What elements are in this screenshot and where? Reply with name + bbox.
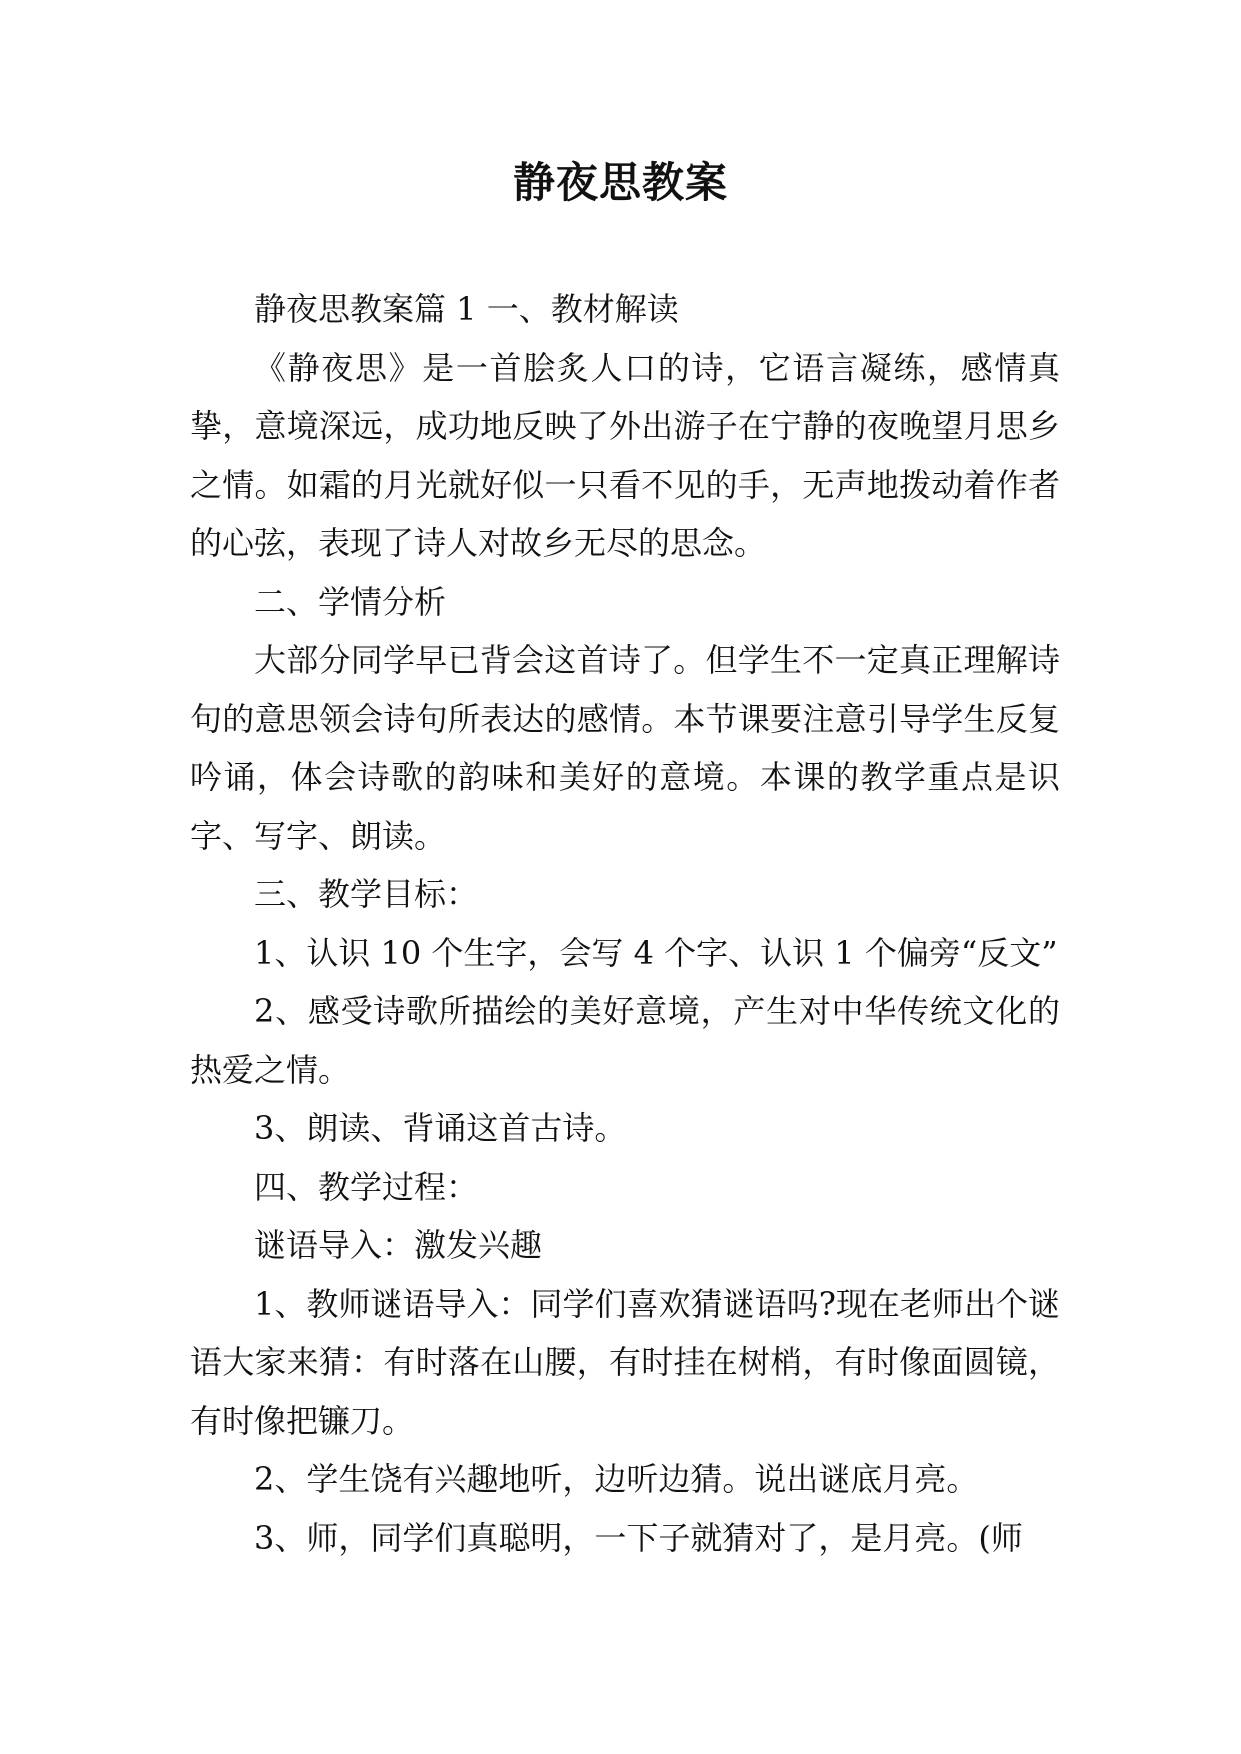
paragraph-section-1-heading: 静夜思教案篇 1 一、教材解读: [254, 290, 679, 328]
paragraph-section-3-heading: 三、教学目标：: [254, 875, 479, 913]
paragraph-goal-3: 3、朗读、背诵这首古诗。: [254, 1109, 627, 1147]
paragraph-textbook-reading: 《静夜思》是一首脍炙人口的诗，它语言凝练，感情真挚，意境深远，成功地反映了外出游子在宁静的夜晚望月思乡之情。如霜的月光就好似一只看不见的手，无声地拨动着作者的心弦，表现了诗人对故乡无尽的思念。: [190, 348, 1060, 562]
paragraph-student-analysis: 大部分同学早已背会这首诗了。但学生不一定真正理解诗句的意思领会诗句所表达的感情。本节课要注意引导学生反复吟诵，体会诗歌的韵味和美好的意境。本课的教学重点是识字、写字、朗读。: [190, 641, 1060, 855]
paragraph-section-2-heading: 二、学情分析: [254, 582, 447, 621]
document-title: 静夜思教案: [512, 158, 728, 207]
paragraph-step-3: 3、师，同学们真聪明，一下子就猜对了，是月亮。(师: [254, 1518, 1023, 1557]
document-body: [190, 280, 1060, 1567]
paragraph-goal-1: 1、认识 10 个生字，会写 4 个字、认识 1 个偏旁“反文”: [254, 933, 1058, 972]
paragraph-riddle-intro: 谜语导入：激发兴趣: [254, 1226, 543, 1264]
paragraph-step-2: 2、学生饶有兴趣地听，边听边猜。说出谜底月亮。: [254, 1460, 979, 1498]
paragraph-goal-2: 2、感受诗歌所描绘的美好意境，产生对中华传统文化的热爱之情。: [190, 992, 1060, 1089]
paragraph-step-1: 1、教师谜语导入：同学们喜欢猜谜语吗?现在老师出个谜语大家来猜：有时落在山腰，有时挂在树梢，有时像面圆镜，有时像把镰刀。: [190, 1284, 1060, 1440]
paragraph-section-4-heading: 四、教学过程：: [254, 1167, 479, 1206]
